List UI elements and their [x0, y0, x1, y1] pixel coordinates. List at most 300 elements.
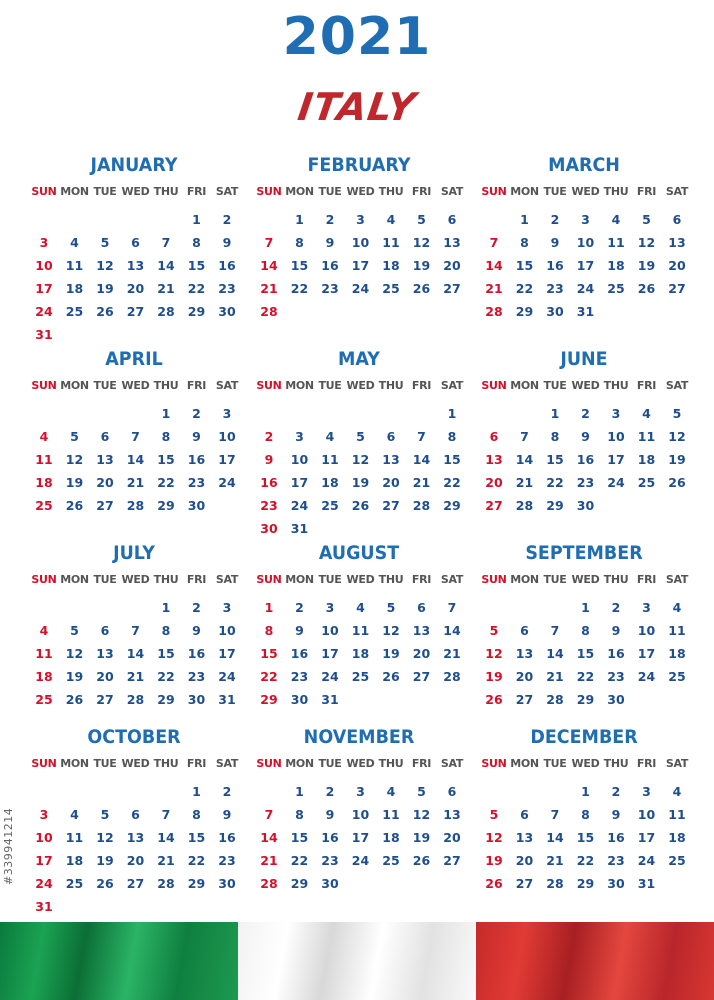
day-cell: 14: [260, 258, 278, 273]
day-cell: 20: [382, 475, 400, 490]
day-cell: 14: [157, 258, 175, 273]
day-cell: 8: [447, 429, 457, 444]
day-cell: 2: [264, 429, 274, 444]
day-cell: 3: [39, 807, 49, 822]
weekday-header: FRI: [186, 379, 207, 392]
day-cell: 18: [668, 830, 686, 845]
weekday-header: MON: [510, 379, 539, 392]
day-cell: 3: [642, 600, 651, 615]
day-cell: 22: [157, 475, 175, 490]
day-cell: 11: [668, 807, 686, 822]
day-cell: 13: [515, 646, 534, 661]
day-cell: 31: [35, 899, 53, 914]
day-cell: 17: [351, 830, 370, 845]
day-cell: 23: [607, 669, 625, 684]
day-cell: 1: [295, 212, 304, 227]
day-cell: 4: [642, 406, 651, 421]
weekday-header: THU: [378, 573, 404, 586]
day-cell: 15: [443, 452, 461, 467]
day-cell: 2: [550, 212, 560, 227]
day-cell: 20: [126, 281, 145, 296]
weekday-header: MON: [60, 379, 89, 392]
country-title: ITALY: [295, 85, 419, 129]
calendar-year: 2021: [282, 7, 432, 67]
day-cell: 5: [70, 623, 79, 638]
day-cell: 29: [576, 876, 595, 891]
weekday-header: WED: [571, 185, 600, 198]
day-cell: 14: [515, 452, 534, 467]
day-cell: 17: [218, 452, 236, 467]
day-cell: 27: [443, 853, 461, 868]
weekday-header: WED: [346, 573, 375, 586]
day-cell: 29: [187, 876, 206, 891]
day-cell: 1: [264, 600, 274, 615]
day-cell: 20: [443, 830, 461, 845]
day-cell: 11: [65, 258, 84, 273]
day-cell: 25: [35, 498, 53, 513]
day-cell: 11: [35, 452, 53, 467]
day-cell: 7: [447, 600, 457, 615]
day-cell: 12: [382, 623, 400, 638]
day-cell: 26: [485, 692, 503, 707]
weekday-header: SUN: [31, 379, 57, 392]
weekday-header: FRI: [411, 379, 432, 392]
day-cell: 13: [382, 452, 400, 467]
weekday-header: FRI: [636, 379, 657, 392]
day-cell: 11: [65, 830, 84, 845]
day-cell: 17: [576, 258, 595, 273]
day-cell: 3: [39, 235, 49, 250]
day-cell: 13: [515, 830, 534, 845]
day-cell: 3: [222, 600, 232, 615]
day-cell: 17: [290, 475, 309, 490]
day-cell: 27: [443, 281, 461, 296]
weekday-header: SAT: [440, 573, 464, 586]
day-cell: 23: [321, 281, 339, 296]
day-cell: 8: [295, 807, 304, 822]
day-cell: 12: [637, 235, 656, 250]
day-cell: 29: [187, 304, 206, 319]
weekday-header: TUE: [318, 185, 342, 198]
weekday-header: SUN: [256, 379, 282, 392]
month-title: JULY: [113, 542, 155, 564]
month-title: AUGUST: [318, 542, 400, 564]
day-cell: 6: [520, 807, 529, 822]
day-cell: 4: [39, 623, 49, 638]
day-cell: 8: [192, 807, 201, 822]
month-title: NOVEMBER: [303, 726, 415, 748]
day-cell: 2: [192, 600, 201, 615]
day-cell: 9: [264, 452, 274, 467]
weekday-header: THU: [153, 757, 179, 770]
month-title: OCTOBER: [87, 726, 181, 748]
day-cell: 20: [412, 646, 431, 661]
weekday-header: SUN: [256, 757, 282, 770]
day-cell: 25: [35, 692, 53, 707]
day-cell: 21: [546, 669, 564, 684]
day-cell: 25: [382, 281, 400, 296]
weekday-header: MON: [285, 757, 314, 770]
day-cell: 26: [96, 304, 114, 319]
day-cell: 1: [192, 212, 201, 227]
day-cell: 28: [546, 876, 564, 891]
day-cell: 9: [295, 623, 304, 638]
day-cell: 29: [260, 692, 278, 707]
day-cell: 1: [581, 600, 590, 615]
day-cell: 10: [218, 623, 236, 638]
day-cell: 19: [412, 830, 431, 845]
day-cell: 29: [157, 692, 175, 707]
day-cell: 31: [321, 692, 339, 707]
day-cell: 13: [126, 830, 145, 845]
day-cell: 2: [222, 212, 232, 227]
day-cell: 8: [264, 623, 274, 638]
day-cell: 20: [126, 853, 145, 868]
month-january: [29, 150, 239, 340]
day-cell: 15: [187, 830, 206, 845]
day-cell: 13: [668, 235, 686, 250]
weekday-header: TUE: [543, 573, 567, 586]
month-title: JUNE: [560, 348, 608, 370]
day-cell: 24: [351, 853, 370, 868]
weekday-header: SUN: [481, 573, 507, 586]
day-cell: 16: [607, 646, 625, 661]
day-cell: 19: [382, 646, 400, 661]
day-cell: 3: [222, 406, 232, 421]
day-cell: 5: [356, 429, 365, 444]
day-cell: 17: [35, 853, 53, 868]
day-cell: 5: [417, 212, 426, 227]
day-cell: 12: [412, 807, 431, 822]
day-cell: 19: [65, 669, 84, 684]
day-cell: 31: [637, 876, 656, 891]
weekday-header: MON: [60, 757, 89, 770]
day-cell: 10: [321, 623, 339, 638]
day-cell: 25: [382, 853, 400, 868]
month-october: [29, 722, 239, 912]
day-cell: 29: [157, 498, 175, 513]
day-cell: 20: [668, 258, 686, 273]
day-cell: 29: [443, 498, 461, 513]
month-title: SEPTEMBER: [525, 542, 643, 564]
day-cell: 8: [192, 235, 201, 250]
day-cell: 6: [100, 429, 110, 444]
weekday-header: SUN: [256, 185, 282, 198]
day-cell: 15: [546, 452, 564, 467]
day-cell: 8: [520, 235, 529, 250]
day-cell: 30: [218, 876, 236, 891]
day-cell: 3: [295, 429, 304, 444]
month-june: [479, 344, 689, 534]
day-cell: 22: [187, 853, 206, 868]
day-cell: 9: [222, 235, 232, 250]
day-cell: 30: [187, 498, 206, 513]
day-cell: 28: [157, 304, 175, 319]
day-cell: 8: [581, 623, 590, 638]
day-cell: 7: [131, 429, 140, 444]
day-cell: 10: [35, 258, 53, 273]
day-cell: 28: [260, 876, 278, 891]
day-cell: 23: [260, 498, 278, 513]
weekday-header: SAT: [665, 757, 689, 770]
day-cell: 15: [290, 258, 309, 273]
month-february: [254, 150, 464, 340]
day-cell: 28: [126, 498, 145, 513]
day-cell: 20: [515, 669, 534, 684]
day-cell: 1: [295, 784, 304, 799]
day-cell: 3: [356, 784, 365, 799]
day-cell: 30: [607, 692, 625, 707]
day-cell: 8: [295, 235, 304, 250]
day-cell: 9: [325, 235, 335, 250]
day-cell: 24: [637, 669, 656, 684]
day-cell: 22: [187, 281, 206, 296]
day-cell: 17: [35, 281, 53, 296]
weekday-header: SUN: [31, 757, 57, 770]
day-cell: 15: [290, 830, 309, 845]
day-cell: 19: [668, 452, 686, 467]
day-cell: 14: [546, 830, 564, 845]
day-cell: 26: [382, 669, 400, 684]
weekday-header: TUE: [543, 757, 567, 770]
day-cell: 5: [672, 406, 682, 421]
day-cell: 16: [607, 830, 625, 845]
day-cell: 25: [607, 281, 625, 296]
day-cell: 6: [447, 212, 457, 227]
day-cell: 30: [187, 692, 206, 707]
day-cell: 19: [412, 258, 431, 273]
month-december: [479, 722, 689, 912]
month-title: APRIL: [105, 348, 163, 370]
day-cell: 22: [260, 669, 278, 684]
day-cell: 9: [222, 807, 232, 822]
day-cell: 6: [489, 429, 499, 444]
weekday-header: SUN: [31, 185, 57, 198]
day-cell: 24: [218, 475, 236, 490]
day-cell: 22: [290, 853, 309, 868]
weekday-header: SAT: [665, 573, 689, 586]
day-cell: 15: [187, 258, 206, 273]
day-cell: 2: [581, 406, 590, 421]
weekday-header: SAT: [440, 757, 464, 770]
day-cell: 1: [520, 212, 529, 227]
day-cell: 6: [386, 429, 396, 444]
weekday-header: WED: [346, 185, 375, 198]
day-cell: 24: [290, 498, 309, 513]
day-cell: 6: [131, 807, 140, 822]
weekday-header: WED: [346, 379, 375, 392]
day-cell: 17: [218, 646, 236, 661]
stock-id-watermark: #339941214: [2, 807, 15, 885]
day-cell: 5: [100, 807, 110, 822]
day-cell: 8: [581, 807, 590, 822]
day-cell: 14: [126, 646, 145, 661]
weekday-header: SAT: [215, 757, 239, 770]
day-cell: 21: [412, 475, 431, 490]
flag-white-band: [238, 922, 476, 1000]
month-april: [29, 344, 239, 534]
day-cell: 10: [351, 807, 370, 822]
month-july: [29, 538, 239, 728]
day-cell: 7: [550, 623, 560, 638]
day-cell: 3: [581, 212, 590, 227]
day-cell: 28: [126, 692, 145, 707]
day-cell: 27: [485, 498, 503, 513]
flag-red-band: [476, 922, 714, 1000]
day-cell: 12: [668, 429, 686, 444]
day-cell: 21: [260, 853, 278, 868]
day-cell: 19: [485, 669, 503, 684]
month-march: [479, 150, 689, 340]
day-cell: 25: [65, 876, 84, 891]
weekday-header: TUE: [93, 757, 117, 770]
day-cell: 16: [576, 452, 595, 467]
month-title: JANUARY: [90, 154, 178, 176]
day-cell: 23: [290, 669, 309, 684]
day-cell: 22: [157, 669, 175, 684]
day-cell: 16: [260, 475, 278, 490]
day-cell: 18: [637, 452, 656, 467]
day-cell: 12: [65, 646, 84, 661]
day-cell: 26: [351, 498, 370, 513]
day-cell: 27: [96, 498, 114, 513]
day-cell: 30: [290, 692, 309, 707]
day-cell: 7: [264, 807, 274, 822]
weekday-header: FRI: [186, 757, 207, 770]
day-cell: 27: [412, 669, 431, 684]
weekday-header: FRI: [636, 757, 657, 770]
day-cell: 2: [611, 600, 621, 615]
day-cell: 7: [550, 807, 560, 822]
day-cell: 3: [642, 784, 651, 799]
weekday-header: THU: [153, 573, 179, 586]
weekday-header: FRI: [186, 573, 207, 586]
day-cell: 22: [576, 853, 595, 868]
day-cell: 14: [485, 258, 503, 273]
day-cell: 9: [325, 807, 335, 822]
day-cell: 4: [672, 784, 682, 799]
weekday-header: THU: [603, 573, 629, 586]
italian-flag: [0, 922, 714, 1000]
day-cell: 2: [192, 406, 201, 421]
day-cell: 29: [515, 304, 534, 319]
day-cell: 10: [290, 452, 309, 467]
weekday-header: TUE: [93, 185, 117, 198]
day-cell: 7: [417, 429, 426, 444]
day-cell: 6: [100, 623, 110, 638]
day-cell: 4: [356, 600, 365, 615]
day-cell: 16: [218, 830, 236, 845]
weekday-header: MON: [60, 573, 89, 586]
weekday-header: MON: [285, 379, 314, 392]
day-cell: 20: [485, 475, 503, 490]
weekday-header: SUN: [481, 757, 507, 770]
day-cell: 23: [607, 853, 625, 868]
day-cell: 27: [382, 498, 400, 513]
weekday-header: TUE: [318, 757, 342, 770]
day-cell: 27: [96, 692, 114, 707]
day-cell: 6: [417, 600, 426, 615]
day-cell: 28: [485, 304, 503, 319]
day-cell: 24: [607, 475, 625, 490]
day-cell: 21: [546, 853, 564, 868]
day-cell: 15: [157, 452, 175, 467]
weekday-header: FRI: [636, 573, 657, 586]
day-cell: 18: [35, 669, 53, 684]
day-cell: 14: [157, 830, 175, 845]
day-cell: 18: [382, 258, 400, 273]
day-cell: 1: [192, 784, 201, 799]
day-cell: 5: [386, 600, 396, 615]
weekday-header: SAT: [440, 379, 464, 392]
day-cell: 5: [642, 212, 651, 227]
day-cell: 26: [637, 281, 656, 296]
day-cell: 6: [672, 212, 682, 227]
weekday-header: TUE: [93, 573, 117, 586]
weekday-header: SAT: [665, 185, 689, 198]
day-cell: 11: [382, 807, 400, 822]
day-cell: 31: [218, 692, 236, 707]
day-cell: 19: [637, 258, 656, 273]
month-title: DECEMBER: [530, 726, 638, 748]
day-cell: 23: [576, 475, 595, 490]
weekday-header: THU: [378, 757, 404, 770]
day-cell: 16: [321, 830, 339, 845]
day-cell: 21: [443, 646, 461, 661]
day-cell: 8: [161, 623, 171, 638]
day-cell: 9: [581, 429, 590, 444]
day-cell: 14: [260, 830, 278, 845]
weekday-header: SUN: [256, 573, 282, 586]
day-cell: 28: [515, 498, 534, 513]
day-cell: 4: [70, 807, 79, 822]
day-cell: 26: [412, 853, 431, 868]
day-cell: 25: [668, 853, 686, 868]
day-cell: 24: [218, 669, 236, 684]
weekday-header: WED: [121, 573, 150, 586]
day-cell: 13: [126, 258, 145, 273]
weekday-header: WED: [121, 379, 150, 392]
day-cell: 26: [485, 876, 503, 891]
day-cell: 7: [264, 235, 274, 250]
day-cell: 7: [489, 235, 499, 250]
day-cell: 2: [222, 784, 232, 799]
day-cell: 20: [96, 475, 114, 490]
day-cell: 19: [65, 475, 84, 490]
day-cell: 30: [546, 304, 564, 319]
weekday-header: SAT: [440, 185, 464, 198]
weekday-header: WED: [571, 573, 600, 586]
weekday-header: WED: [571, 757, 600, 770]
day-cell: 21: [485, 281, 503, 296]
weekday-header: SAT: [215, 573, 239, 586]
weekday-header: TUE: [318, 379, 342, 392]
day-cell: 5: [489, 623, 499, 638]
day-cell: 8: [161, 429, 171, 444]
day-cell: 30: [218, 304, 236, 319]
day-cell: 7: [161, 235, 171, 250]
day-cell: 9: [611, 807, 621, 822]
weekday-header: TUE: [543, 185, 567, 198]
day-cell: 2: [325, 784, 335, 799]
day-cell: 2: [611, 784, 621, 799]
weekday-header: SUN: [481, 379, 507, 392]
weekday-header: THU: [153, 185, 179, 198]
weekday-header: SAT: [665, 379, 689, 392]
day-cell: 6: [131, 235, 140, 250]
day-cell: 7: [161, 807, 171, 822]
day-cell: 14: [546, 646, 564, 661]
